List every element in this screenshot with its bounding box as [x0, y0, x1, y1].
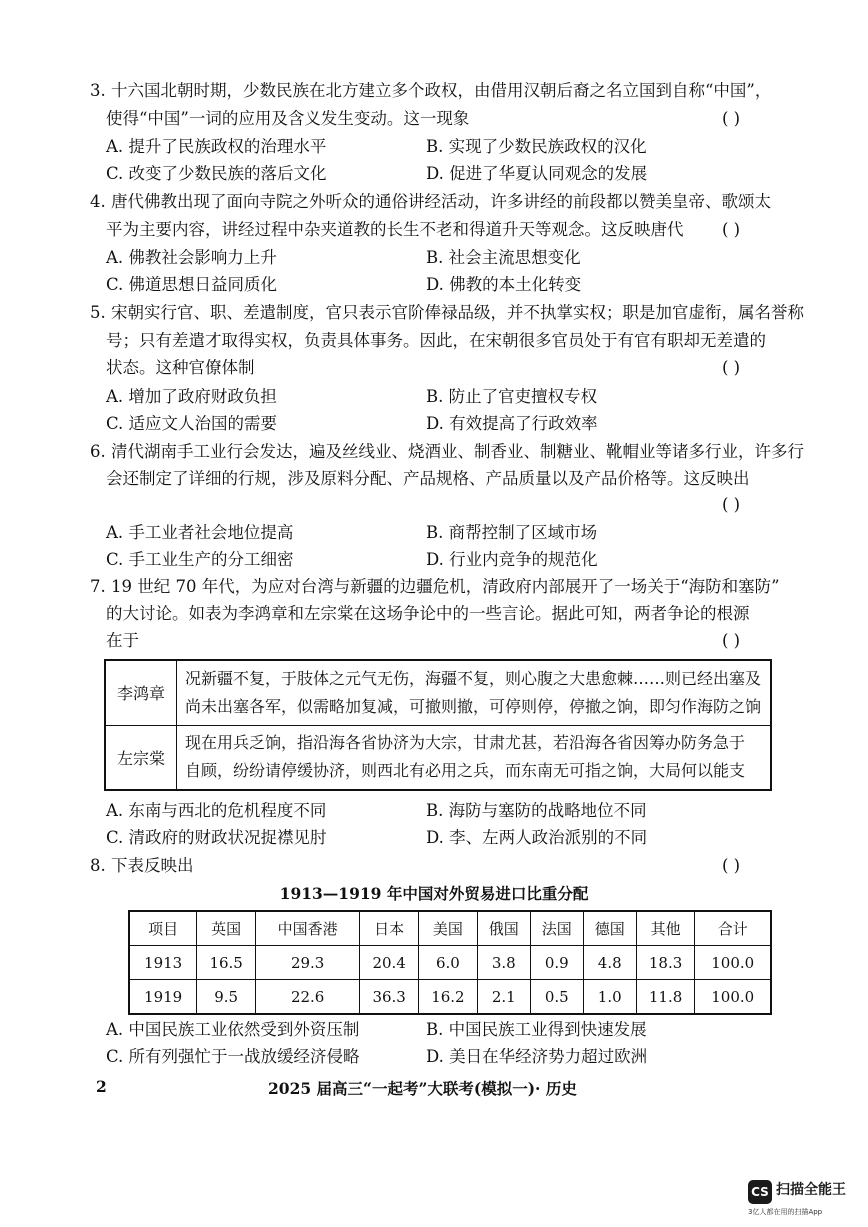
q5-option-c: C. 适应文人治国的需要	[106, 414, 278, 433]
q7-row1-text	[177, 660, 772, 725]
q4-option-c: C. 佛道思想日益同质化	[106, 275, 278, 294]
q3-answer-paren: ( )	[722, 109, 741, 128]
table-cell: 1913	[129, 946, 197, 980]
q8-table-caption: 1913—1919 年中国对外贸易进口比重分配	[279, 884, 589, 903]
q7-row2-name: 左宗棠	[105, 725, 177, 790]
q5-stem-line1: 5. 宋朝实行官、职、差遣制度，官只表示官阶俸禄品级，并不执掌实权；职是加官虚衔，属名誉称	[90, 303, 804, 322]
q8-option-d: D. 美日在华经济势力超过欧洲	[426, 1047, 648, 1066]
header-cell: 美国	[419, 911, 478, 946]
q3-option-a: A. 提升了民族政权的治理水平	[106, 137, 327, 156]
q7-option-d: D. 李、左两人政治派别的不同	[426, 828, 648, 847]
q7-answer-paren: ( )	[722, 631, 741, 650]
table-cell: 6.0	[419, 946, 478, 980]
q3-option-c: C. 改变了少数民族的落后文化	[106, 164, 327, 183]
q7-row1-name: 李鸿章	[105, 660, 177, 725]
header-cell: 英国	[197, 911, 256, 946]
table-cell: 100.0	[695, 946, 771, 980]
q8-option-b: B. 中国民族工业得到快速发展	[426, 1020, 647, 1039]
camscanner-logo-icon: CS	[748, 1180, 772, 1204]
q3-stem-line2: 使得“中国”一词的应用及含义发生变动。这一现象	[106, 109, 470, 128]
table-row	[105, 660, 771, 725]
header-cell: 法国	[530, 911, 583, 946]
table-cell: 3.8	[477, 946, 530, 980]
q4-option-a: A. 佛教社会影响力上升	[106, 248, 277, 267]
header-cell: 项目	[129, 911, 197, 946]
q7-row2-text	[177, 725, 772, 790]
table-cell: 100.0	[695, 980, 771, 1015]
q6-option-a: A. 手工业者社会地位提高	[106, 523, 294, 542]
exam-title: 2025 届高三“一起考”大联考(模拟一)· 历史	[268, 1079, 577, 1098]
q6-option-d: D. 行业内竞争的规范化	[426, 550, 598, 569]
header-cell: 合计	[695, 911, 771, 946]
q5-option-a: A. 增加了政府财政负担	[106, 387, 277, 406]
q4-answer-paren: ( )	[722, 220, 741, 239]
q3-option-b: B. 实现了少数民族政权的汉化	[426, 137, 647, 156]
table-cell: 20.4	[360, 946, 419, 980]
q5-answer-paren: ( )	[722, 358, 741, 377]
q7-stem-line1: 7. 19 世纪 70 年代，为应对台湾与新疆的边疆危机，清政府内部展开了一场关于“海防和塞防”	[90, 577, 780, 596]
table-cell: 36.3	[360, 980, 419, 1015]
table-cell: 22.6	[256, 980, 360, 1015]
q7-stem-line3: 在于	[106, 631, 139, 650]
q4-option-b: B. 社会主流思想变化	[426, 248, 581, 267]
q7-option-b: B. 海防与塞防的战略地位不同	[426, 801, 647, 820]
header-cell: 德国	[583, 911, 636, 946]
table-cell: 16.2	[419, 980, 478, 1015]
table-cell: 0.9	[530, 946, 583, 980]
q8-import-table	[128, 910, 772, 1015]
q5-option-b: B. 防止了官吏擅权专权	[426, 387, 598, 406]
q4-stem-line1: 4. 唐代佛教出现了面向寺院之外听众的通俗讲经活动，许多讲经的前段都以赞美皇帝、歌颂太	[90, 192, 771, 211]
q4-stem-line2: 平为主要内容，讲经过程中杂夹道教的长生不老和得道升天等观念。这反映唐代	[106, 220, 684, 239]
q7-row2-text-line2: 自顾，纷纷请停缓协济，则西北有必用之兵，而东南无可指之饷，大局何以能支	[185, 761, 746, 781]
table-cell: 0.5	[530, 980, 583, 1015]
q8-answer-paren: ( )	[722, 856, 741, 875]
table-cell: 4.8	[583, 946, 636, 980]
table-cell: 18.3	[636, 946, 695, 980]
q4-option-d: D. 佛教的本土化转变	[426, 275, 582, 294]
q8-option-c: C. 所有列强忙于一战放缓经济侵略	[106, 1047, 360, 1066]
table-row	[105, 725, 771, 790]
header-cell: 俄国	[477, 911, 530, 946]
q8-stem-line1: 8. 下表反映出	[90, 856, 194, 875]
q6-stem-line2: 会还制定了详细的行规，涉及原料分配、产品规格、产品质量以及产品价格等。这反映出	[106, 469, 750, 488]
table-row	[129, 946, 771, 980]
q5-option-d: D. 有效提高了行政效率	[426, 414, 598, 433]
camscanner-name: 扫描全能王	[776, 1182, 846, 1198]
table-cell: 9.5	[197, 980, 256, 1015]
q7-stem-line2: 的大讨论。如表为李鸿章和左宗棠在这场争论中的一些言论。据此可知，两者争论的根源	[106, 604, 750, 623]
q3-stem-line1: 3. 十六国北朝时期，少数民族在北方建立多个政权，由借用汉朝后裔之名立国到自称“中国”，	[90, 81, 772, 100]
table-row	[129, 980, 771, 1015]
table-cell: 29.3	[256, 946, 360, 980]
q7-quote-table	[104, 659, 772, 791]
q8-option-a: A. 中国民族工业依然受到外资压制	[106, 1020, 360, 1039]
q6-answer-paren: ( )	[722, 495, 741, 514]
table-header-row	[129, 911, 771, 946]
q7-row1-text-line2: 尚未出塞各军，似需略加复减，可撤则撤，可停则停，停撤之饷，即匀作海防之饷	[185, 696, 762, 716]
q6-option-b: B. 商帮控制了区域市场	[426, 523, 598, 542]
table-cell: 1919	[129, 980, 197, 1015]
q7-row1-text-line1: 况新疆不复，于肢体之元气无伤，海疆不复，则心腹之大患愈棘……则已经出塞及	[185, 668, 762, 688]
q6-option-c: C. 手工业生产的分工细密	[106, 550, 294, 569]
table-cell: 16.5	[197, 946, 256, 980]
header-cell: 日本	[360, 911, 419, 946]
header-cell: 其他	[636, 911, 695, 946]
q5-stem-line2: 号；只有差遣才取得实权，负责具体事务。因此，在宋朝很多官员处于有官有职却无差遣的	[106, 331, 766, 350]
camscanner-tagline: 3亿人都在用的扫描App	[748, 1208, 823, 1216]
table-cell: 2.1	[477, 980, 530, 1015]
q7-option-c: C. 清政府的财政状况捉襟见肘	[106, 828, 327, 847]
table-cell: 1.0	[583, 980, 636, 1015]
page-number: 2	[96, 1077, 107, 1096]
q5-stem-line3: 状态。这种官僚体制	[106, 358, 255, 377]
table-cell: 11.8	[636, 980, 695, 1015]
q3-option-d: D. 促进了华夏认同观念的发展	[426, 164, 648, 183]
q7-row2-text-line1: 现在用兵乏饷，指沿海各省协济为大宗，甘肃尤甚，若沿海各省因筹办防务急于	[185, 733, 746, 753]
header-cell: 中国香港	[256, 911, 360, 946]
q7-option-a: A. 东南与西北的危机程度不同	[106, 801, 327, 820]
q6-stem-line1: 6. 清代湖南手工业行会发达，遍及丝线业、烧酒业、制香业、制糖业、靴帽业等诸多行业，许多行	[90, 442, 804, 461]
